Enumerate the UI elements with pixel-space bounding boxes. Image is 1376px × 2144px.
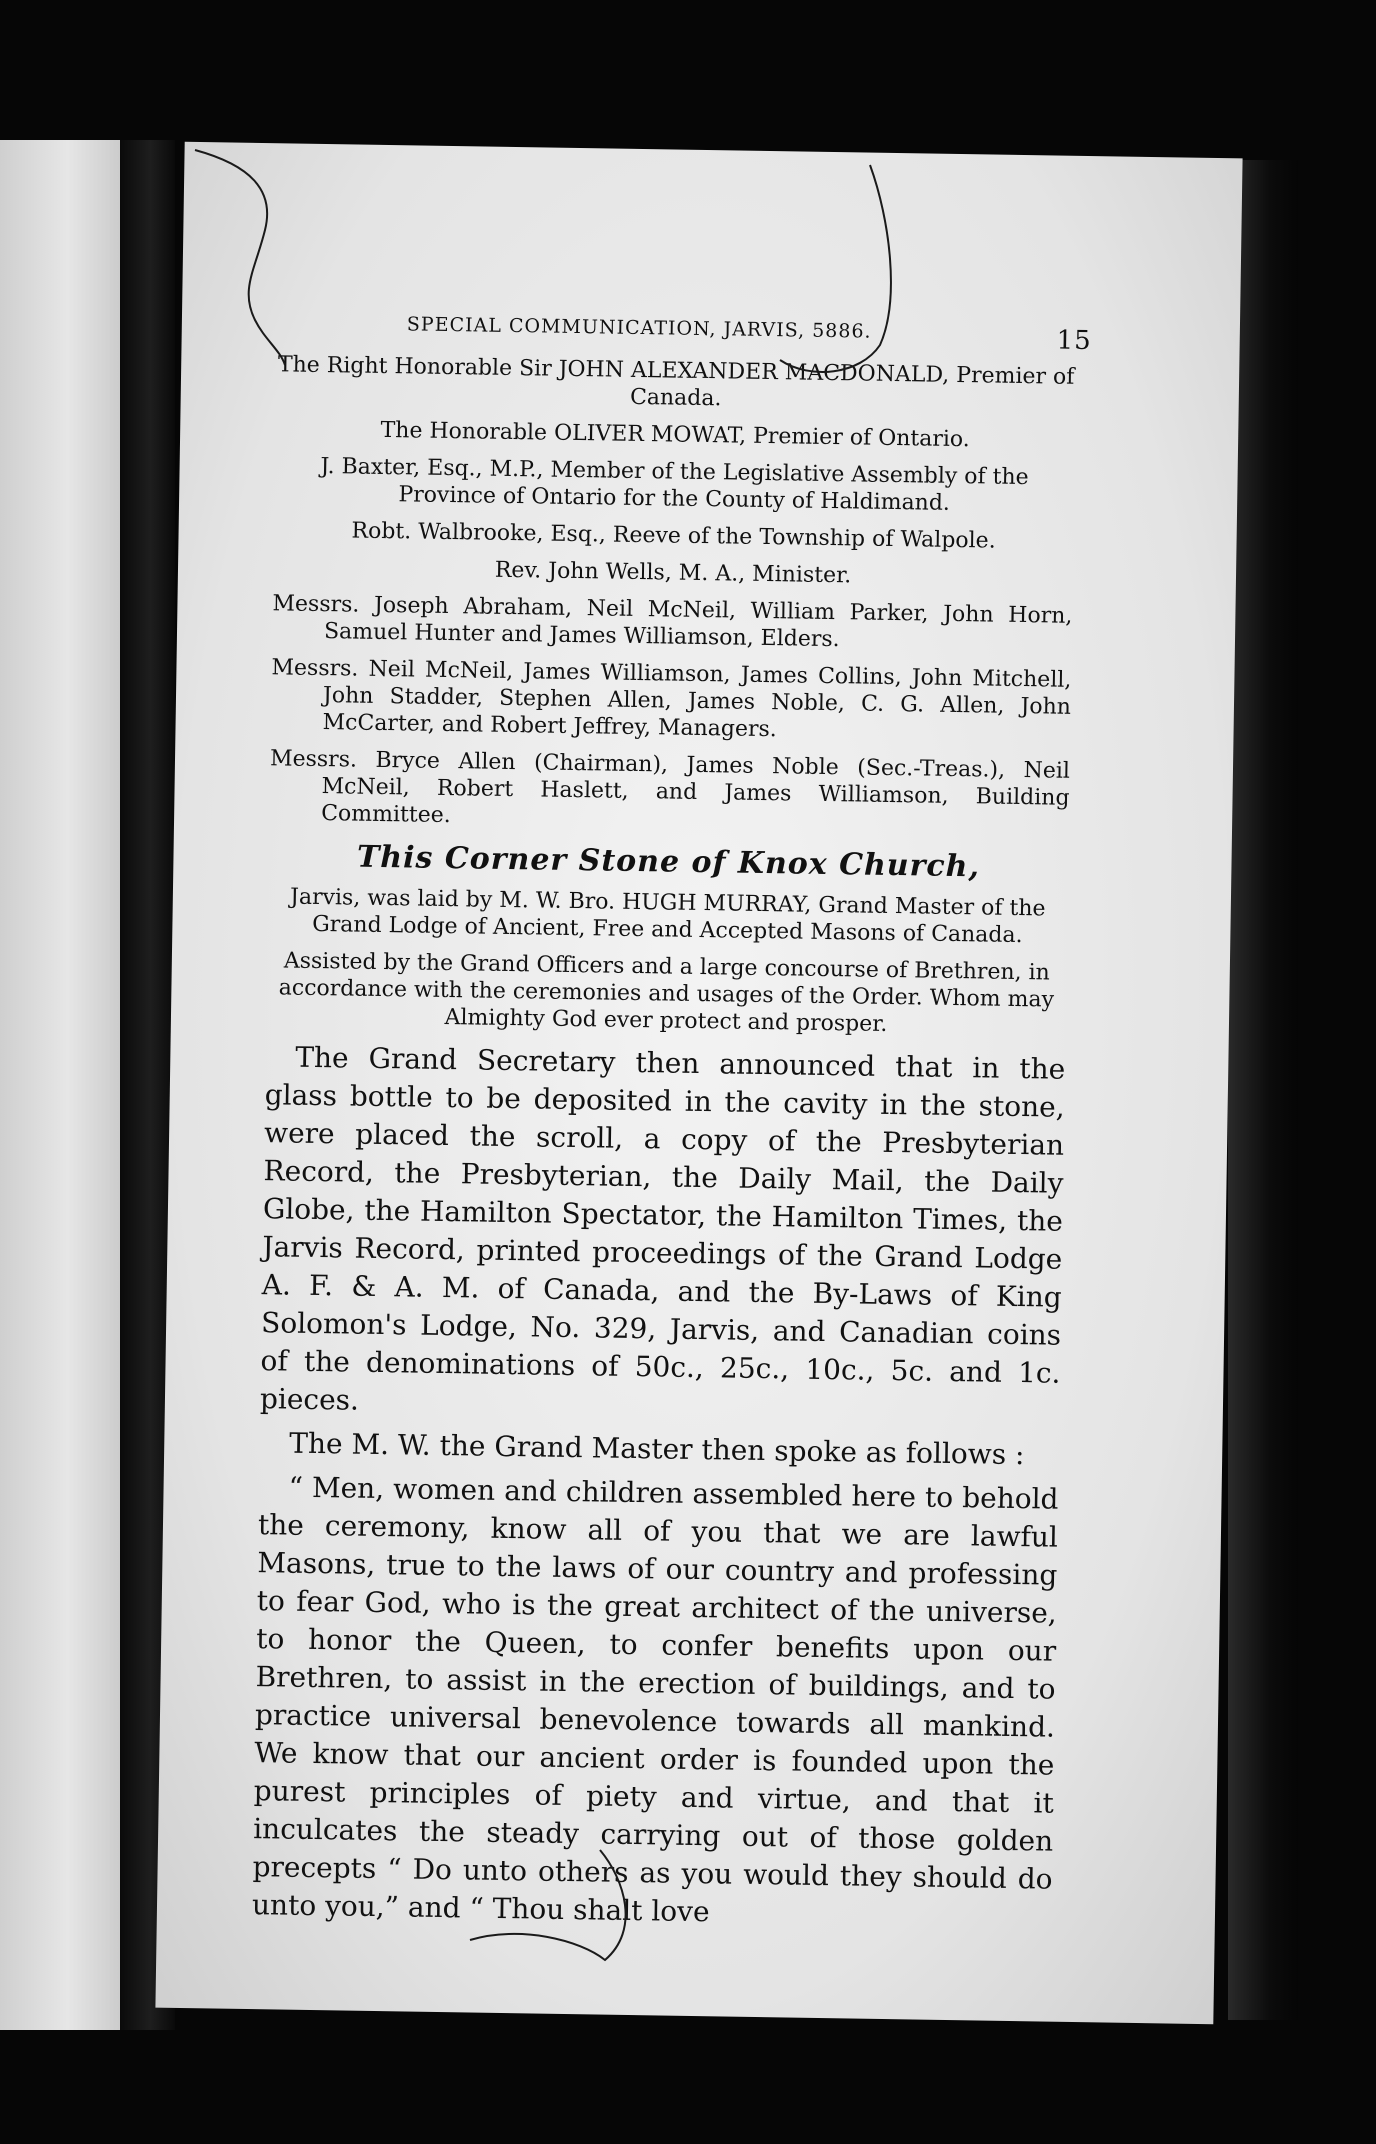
deposit-paragraph: The Grand Secretary then announced that in the glass bottle to be deposited in the cavity in the stone, were placed the scroll, a copy of the Presbyterian Record, the Presbyterian, the Daily Mail, the Daily Globe, the Hamilton Spectator, the Hamilton Times, the Jarvis Record, printed proceedings of the Grand Lodge A. F. & A. M. of Canada, and the By-Laws of King Solomon's Lodge, No. 329, Jarvis, and Canadian coins of the denominations of 50c., 25c., 10c., 5c. and 1c. pieces. xyxy=(259,1040,1066,1417)
pen-mark-bottom xyxy=(470,1850,626,1960)
dignitary-baxter: J. Baxter, Esq., M.P., Member of the Legislative Assembly of the Province of Ontario for the County of Haldimand. xyxy=(320,453,1029,516)
pen-mark-top-center xyxy=(780,165,891,372)
building-committee-list: Messrs. Bryce Allen (Chairman), James Noble (Sec.-Treas.), Neil McNeil, Robert Haslett, and James Williamson, Building Committee. xyxy=(269,746,1071,829)
dignitary-mowat: The Honorable OLIVER MOWAT, Premier of Ontario. xyxy=(380,417,970,453)
elders-list: Messrs. Joseph Abraham, Neil McNeil, William Parker, John Horn, Samuel Hunter and James Williamson, Elders. xyxy=(272,591,1073,653)
dignitary-wells: Rev. John Wells, M. A., Minister. xyxy=(494,557,852,589)
page-number: 15 xyxy=(1056,325,1092,357)
dignitary-walbrooke: Robt. Walbrooke, Esq., Reeve of the Township of Walpole. xyxy=(351,518,996,554)
assisted-statement: Assisted by the Grand Officers and a large concourse of Brethren, in accordance with the ceremonies and usages of the Order. Whom may Almighty God ever protect and prosper. xyxy=(278,948,1055,1037)
laid-by-statement: Jarvis, was laid by M. W. Bro. HUGH MURRAY, Grand Master of the Grand Lodge of Ancient, Free and Accepted Masons of Canada. xyxy=(289,884,1046,949)
corner-stone-heading: This Corner Stone of Knox Church, xyxy=(356,839,981,885)
pen-mark-top-left xyxy=(195,150,285,365)
dignitary-macdonald: The Right Honorable Sir JOHN ALEXANDER MACDONALD, Premier of Canada. xyxy=(277,352,1075,412)
grand-master-intro: The M. W. the Grand Master then spoke as follows : xyxy=(289,1426,1025,1472)
grand-master-speech: “ Men, women and children assembled here to behold the ceremony, know all of you that we are lawful Masons, true to the laws of our country and professing to fear God, who is the great architect of the universe, to honor the Queen, to confer benefits upon our Brethren, to assist in the erection of buildings, and to practice universal benevolence towards all mankind. We know that our ancient order is founded upon the purest principles of piety and virtue, and that it inculcates the steady carrying out of those golden precepts “ Do unto others as you would they should do unto you,” and “ Thou shalt love xyxy=(251,1470,1059,1929)
managers-list: Messrs. Neil McNeil, James Williamson, James Collins, John Mitchell, John Stadder, Stephen Allen, James Noble, C. G. Allen, John McCarter, and Robert Jeffrey, Managers. xyxy=(271,655,1072,743)
running-title: SPECIAL COMMUNICATION, JARVIS, 5886. xyxy=(406,313,872,343)
